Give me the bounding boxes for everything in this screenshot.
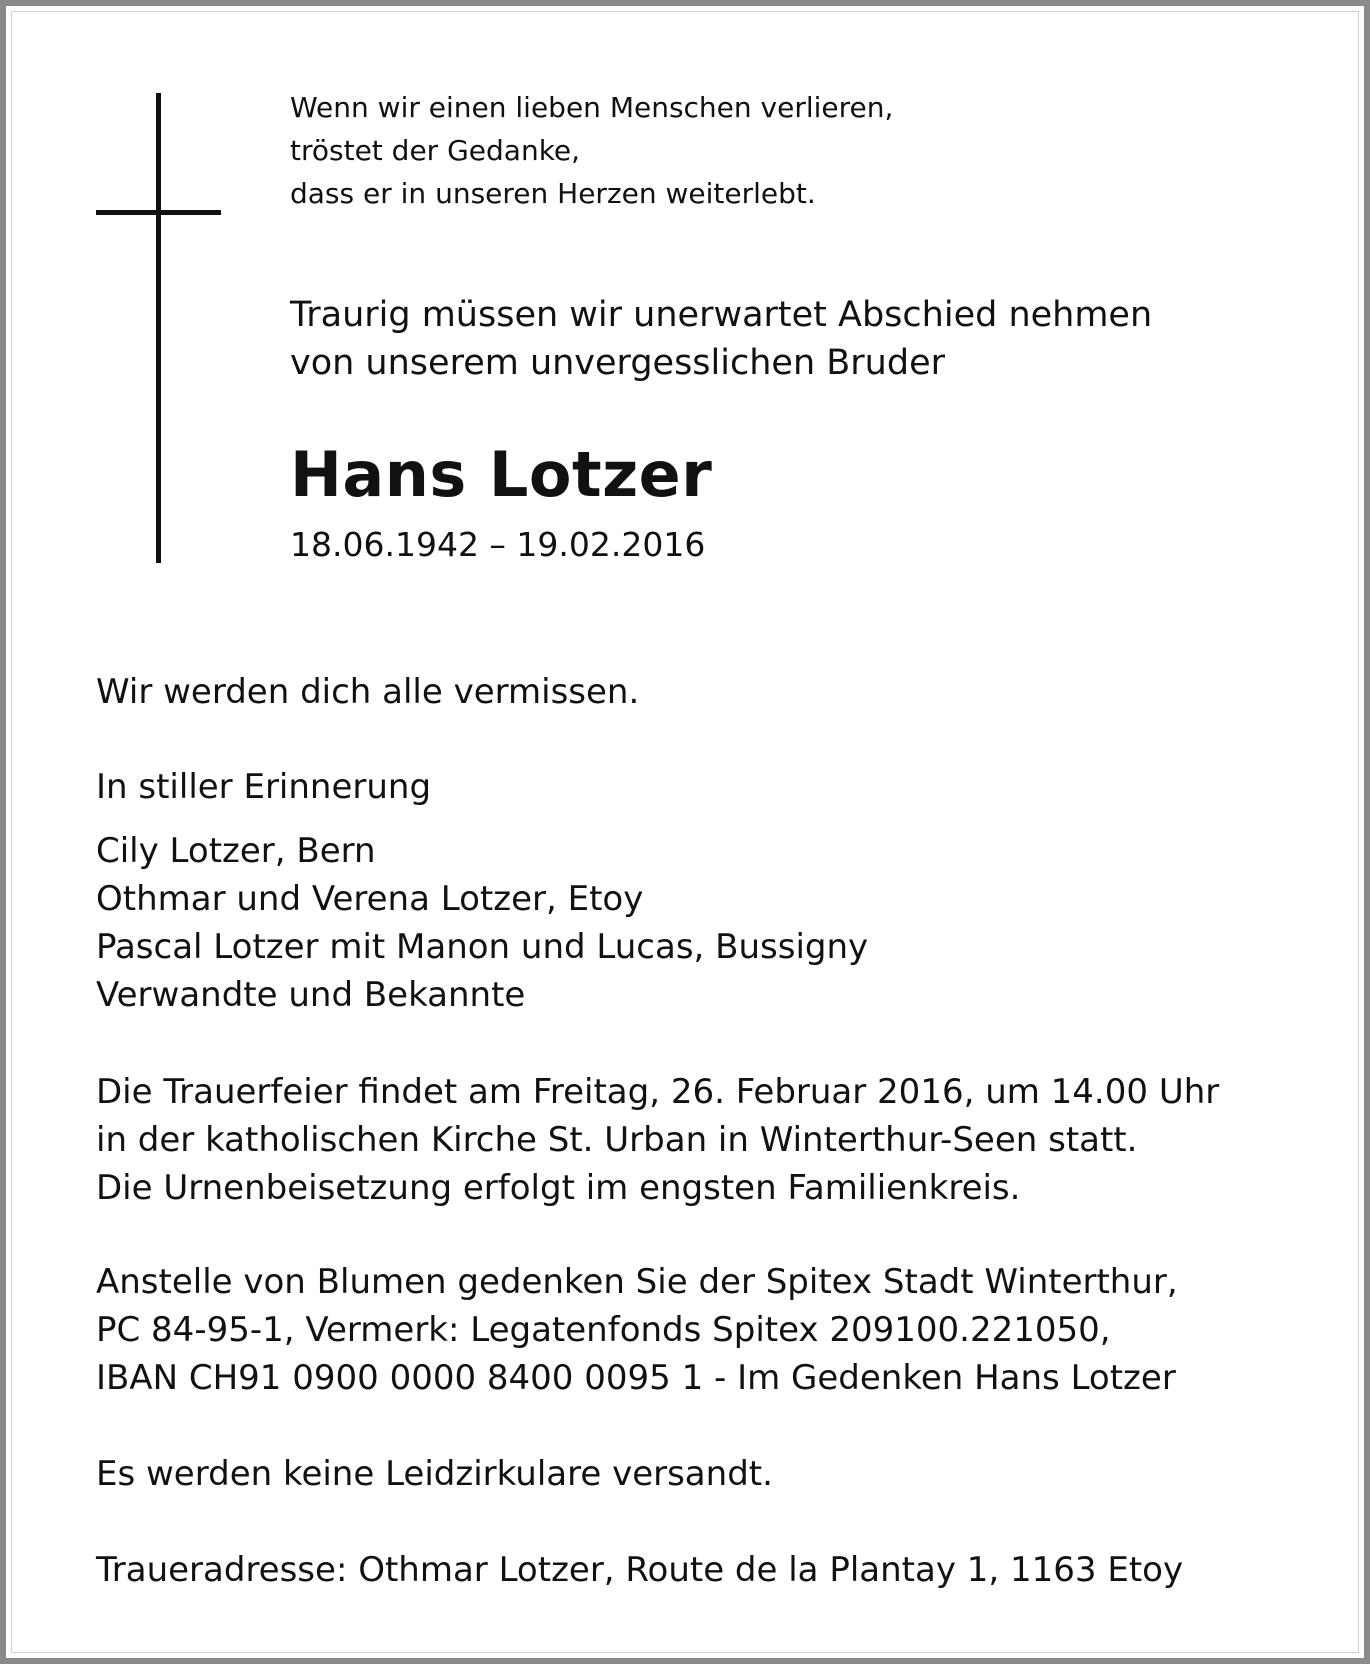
service-line: in der katholischen Kirche St. Urban in Winterthur-Seen statt. [96, 1120, 1138, 1160]
memory-heading: In stiller Erinnerung [96, 767, 432, 807]
mourner-item: Verwandte und Bekannte [96, 975, 526, 1015]
donation-info [96, 1258, 1178, 1402]
service-info [96, 1068, 1219, 1212]
mourner-item: Othmar und Verena Lotzer, Etoy [96, 879, 644, 919]
mourner-item: Pascal Lotzer mit Manon und Lucas, Bussigny [96, 927, 869, 967]
mourning-address: Traueradresse: Othmar Lotzer, Route de la Plantay 1, 1163 Etoy [96, 1550, 1184, 1590]
intro-line: Traurig müssen wir unerwartet Abschied nehmen [290, 295, 1153, 335]
quote-line: Wenn wir einen lieben Menschen verlieren, [290, 91, 894, 124]
service-line: Die Trauerfeier findet am Freitag, 26. Februar 2016, um 14.00 Uhr [96, 1072, 1220, 1112]
donation-line: IBAN CH91 0900 0000 8400 0095 1 - Im Gedenken Hans Lotzer [96, 1358, 1176, 1398]
donation-line: Anstelle von Blumen gedenken Sie der Spitex Stadt Winterthur, [96, 1262, 1178, 1302]
intro-block [290, 291, 1152, 387]
quote-line: tröstet der Gedanke, [290, 134, 581, 167]
no-circulars-note: Es werden keine Leidzirkulare versandt. [96, 1454, 773, 1494]
donation-line: PC 84-95-1, Vermerk: Legatenfonds Spitex 209100.221050, [96, 1310, 1111, 1350]
deceased-name: Hans Lotzer [290, 438, 713, 511]
life-dates: 18.06.1942 – 19.02.2016 [290, 525, 706, 564]
cross-icon [156, 93, 161, 563]
cross-icon-crossbar [96, 210, 221, 215]
quote-line: dass er in unseren Herzen weiterlebt. [290, 177, 816, 210]
quote-block [290, 86, 893, 215]
miss-line: Wir werden dich alle vermissen. [96, 672, 640, 712]
service-line: Die Urnenbeisetzung erfolgt im engsten Familienkreis. [96, 1168, 1021, 1208]
mourner-item: Cily Lotzer, Bern [96, 831, 376, 871]
intro-line: von unserem unvergesslichen Bruder [290, 343, 945, 383]
mourners-list [96, 827, 868, 1019]
